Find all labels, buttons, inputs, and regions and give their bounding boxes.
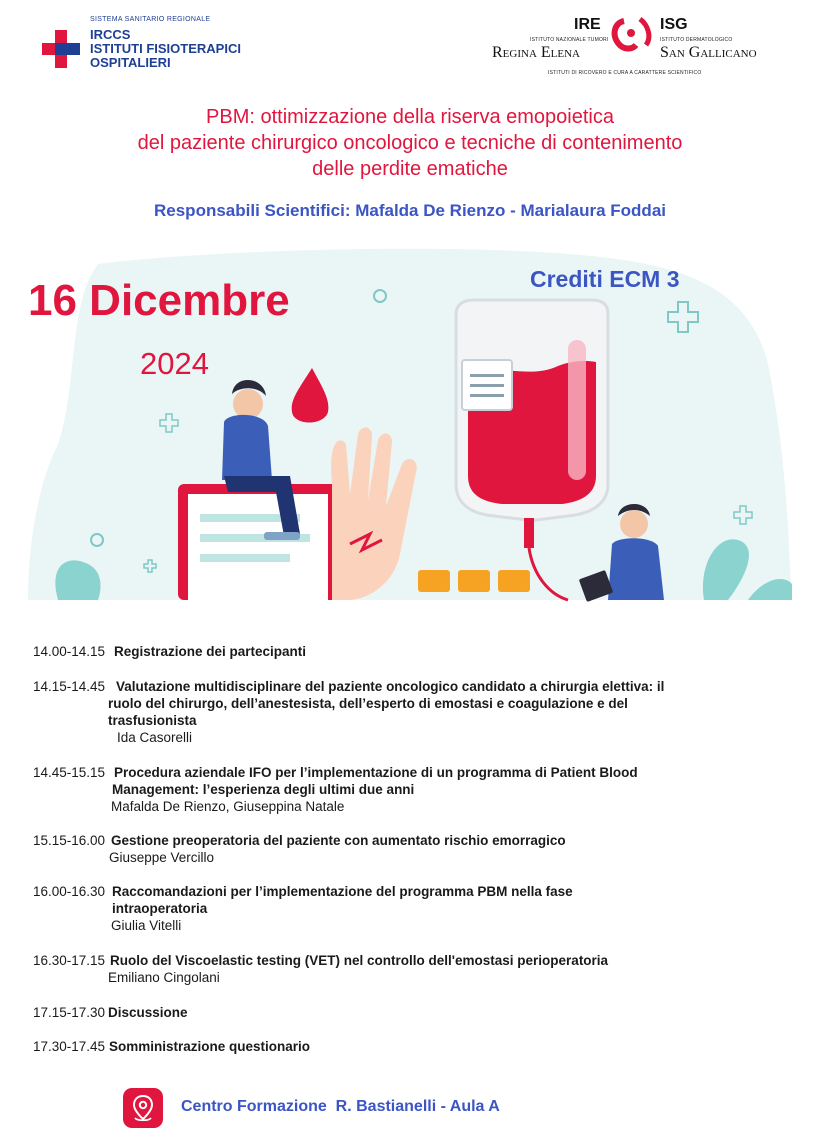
isg-label: ISG — [660, 16, 688, 33]
isg-sub: ISTITUTO DERMATOLOGICO — [660, 37, 733, 43]
woman-body — [222, 415, 272, 480]
vial — [498, 570, 530, 592]
scientific-leads: Responsabili Scientifici: Mafalda De Rienzo - Marialaura Foddai — [154, 201, 666, 220]
ifo-logo-line1: IRCCS — [90, 27, 131, 42]
program-time: 17.30-17.45 — [33, 1039, 106, 1054]
event-location: Centro Formazione R. Bastianelli - Aula A — [181, 1098, 500, 1115]
ire-isg-logo — [490, 16, 780, 82]
program-time: 15.15-16.00 — [33, 833, 106, 848]
ire-label: IRE — [574, 16, 601, 33]
program-title: Management: l’esperienza degli ultimi due anni — [112, 782, 415, 797]
title-line-2: del paziente chirurgico oncologico e tecniche di contenimento — [137, 132, 683, 154]
program-title: Valutazione multidisciplinare del paziente oncologico candidato a chirurgia elettiva: il — [116, 679, 665, 694]
program-speaker: Giuseppe Vercillo — [109, 850, 215, 865]
program-speaker: Emiliano Cingolani — [108, 970, 220, 985]
program-time: 16.00-16.30 — [33, 884, 106, 899]
program-time: 14.00-14.15 — [33, 644, 106, 659]
program-title: Somministrazione questionario — [109, 1039, 311, 1054]
isg-name: San Gallicano — [660, 44, 757, 61]
program-title: ruolo del chirurgo, dell’anestesista, dell’esperto di emostasi e coagulazione e del — [108, 696, 628, 711]
ire-isg-footer: ISTITUTI DI RICOVERO E CURA A CARATTERE SCIENTIFICO — [548, 70, 702, 76]
program-title: Gestione preoperatoria del paziente con aumentato rischio emorragico — [111, 833, 566, 848]
map-pin-icon — [123, 1088, 163, 1128]
program-speaker: Ida Casorelli — [117, 730, 193, 745]
title-line-1: PBM: ottimizzazione della riserva emopoietica — [206, 106, 614, 128]
event-title — [40, 104, 780, 182]
program-time: 16.30-17.15 — [33, 953, 106, 968]
ire-isg-emblem-icon — [610, 17, 656, 53]
program-time: 14.45-15.15 — [33, 765, 106, 780]
program-speaker: Giulia Vitelli — [111, 918, 182, 933]
vial — [418, 570, 450, 592]
board-paper — [188, 494, 328, 600]
program-time: 17.15-17.30 — [33, 1005, 106, 1020]
ifo-logo-line3: OSPITALIERI — [90, 55, 171, 70]
ifo-logo-small: SISTEMA SANITARIO REGIONALE — [90, 16, 211, 23]
ifo-logo-line2: ISTITUTI FISIOTERAPICI — [90, 41, 241, 56]
ire-sub: ISTITUTO NAZIONALE TUMORI — [530, 37, 609, 43]
vial — [458, 570, 490, 592]
program-title: Registrazione dei partecipanti — [114, 644, 307, 659]
ecm-credits: Crediti ECM 3 — [530, 266, 680, 292]
program-time: 14.15-14.45 — [33, 679, 106, 694]
nurse-head — [620, 510, 648, 538]
program-title: Ruolo del Viscoelastic testing (VET) nel controllo dell'emostasi perioperatoria — [110, 953, 609, 968]
red-blue-cross-icon — [42, 30, 80, 68]
woman-head — [233, 389, 263, 419]
ire-name: Regina Elena — [492, 44, 580, 61]
program-title: trasfusionista — [108, 713, 197, 728]
program-title: Procedura aziendale IFO per l’implementazione di un programma di Patient Blood — [114, 765, 638, 780]
event-year: 2024 — [140, 346, 209, 381]
program-title: Raccomandazioni per l’implementazione del programma PBM nella fase — [112, 884, 573, 899]
location-badge — [123, 1088, 163, 1128]
program-title: intraoperatoria — [112, 901, 208, 916]
program-speaker: Mafalda De Rienzo, Giuseppina Natale — [111, 799, 345, 814]
ifo-logo — [42, 16, 262, 72]
program-title: Discussione — [108, 1005, 188, 1020]
nurse-body — [608, 538, 664, 600]
event-date: 16 Dicembre — [28, 276, 290, 325]
title-line-3: delle perdite ematiche — [312, 158, 508, 180]
